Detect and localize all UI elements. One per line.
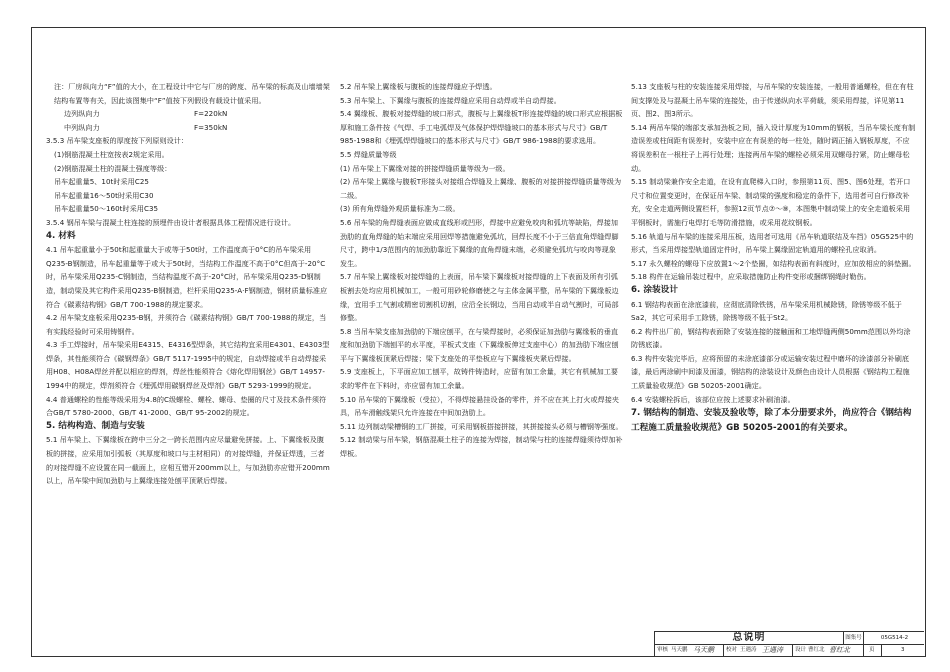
clause-5-12: 5.12 制动梁与吊车梁，钢筋混凝土柱子的连接为焊接，制动梁与柱的连接焊缝须待焊加补焊板。	[340, 435, 623, 459]
text-column-1	[46, 80, 330, 488]
clause-6-4: 6.4 安装螺栓拆后，该部位应按上述要求补刷油漆。	[631, 394, 795, 404]
clause-5-6: 5.6 吊车梁的角焊缝表面应做成直线形或凹形，焊接中应避免咬肉和弧坑等缺陷，焊接加劲肋的直角焊缝的始末端应采用回焊等措施避免弧坑，回焊长度不小于三倍直角焊缝焊脚尺寸，跨中1/3范围内的加劲肋靠近下翼缘的直角焊缝末端，必须避免弧坑与咬肉等现象发生。	[340, 217, 619, 268]
clause-5-5-item: (1) 吊车梁上下翼缘对接的拼接焊缝质量等级为一级。	[340, 163, 510, 173]
check-signature: 王遇涛	[762, 646, 783, 654]
clause-5-15: 5.15 制动梁兼作安全走道，在设有直爬梯入口时，参照第11页、图5、图6处理，若开口尺寸和位置变更时，在保证吊车梁、制动梁的强度和稳定的条件下，选用者可自行修改补充，安全走道两侧设置栏杆，参照12页节点⑦～⑨，本图集中制动梁上的安全走道板采用平钢板时，需施行电焊打毛等防滑措施，或采用花纹钢板。	[631, 177, 911, 227]
clause-5-4: 5.4 翼缘板、腹板对接焊缝的坡口形式，腹板与上翼缘板T形连接焊缝的坡口形式应根据板厚和施工条件按《气焊、手工电弧焊及气体保护焊焊缝坡口的基本形式与尺寸》GB/T 985-1988和《埋弧焊焊缝坡口的基本形式与尺寸》GB/T 986-1988的要求选用。	[340, 109, 623, 146]
clause-3-5-3-item: (2)钢筋混凝土柱的混凝土强度等级：	[54, 163, 172, 173]
check-label: 校对	[726, 647, 738, 653]
clause-3-5-4: 3.5.4 钢吊车梁与混凝土柱连接的预埋件由设计者根据具体工程情况进行设计。	[46, 217, 296, 227]
clause-3-5-3: 3.5.3 吊车梁支座板的厚度按下列原则设计：	[46, 136, 189, 146]
clause-5-9: 5.9 支座板上，下平面应加工刨平，故铸件铸造时，应留有加工余量，其它有机械加工要求的零件在下料时，亦应留有加工余量。	[340, 367, 619, 391]
review-signature: 马天鹏	[693, 646, 714, 654]
clause-3-5-3-item: 吊车起重量5、10t时采用C25	[54, 177, 149, 187]
design-label: 设计	[795, 647, 807, 653]
clause-5-11: 5.11 边列制动梁槽钢的工厂拼接，可采用钢板搭接拼接，其拼接接头必须与槽钢等强度。	[340, 421, 623, 431]
clause-5-14: 5.14 两吊车梁的端部支承加劲板之间，插入设计厚度为10mm的钢板，当吊车梁长度有制造误差或柱间距有误差时，安装中应在有误差的每一柱处，随时调正插入钢板厚度，不应将误差积在一根柱子上再行处理；连接两吊车梁的螺栓必须采用双螺母拧紧，防止螺母松动。	[631, 122, 916, 173]
clause-5-3: 5.3 吊车梁上、下翼缘与腹板的连接焊缝应采用自动焊或半自动焊接。	[340, 95, 561, 105]
clause-6-3: 6.3 构件安装完毕后，应将预留的未涂底漆部分或运输安装过程中磨坏的涂漆部分补刷底漆，最后两涂刷中间漆及面漆，钢结构的涂装设计及颜色由设计人员根据《钢结构工程施工质量验收规范》GB 50205-2001确定。	[631, 353, 910, 391]
text-column-3	[631, 80, 916, 435]
clause-6-1: 6.1 钢结构表面在涂底漆前，应彻底清除铁锈，吊车梁采用机械除锈，除锈等级不低于Sa2，其它可采用手工除锈，除锈等级不低于St2。	[631, 299, 902, 323]
force-value: F=220kN	[194, 109, 228, 119]
clause-5-10: 5.10 吊车梁的下翼缘板（受拉），不得焊接悬挂设备的零件，并不应在其上打火或焊接夹具，吊车滑触线架只允许连接在中间加劲肋上。	[340, 394, 620, 418]
clause-6-2: 6.2 构件出厂前，钢结构表面除了安装连接的接触面和工地焊缝两侧50mm范围以外均涂防锈底漆。	[631, 326, 911, 350]
atlas-label: 图集号	[843, 632, 863, 644]
clause-3-5-3-item: 吊车起重量50～160t时采用C35	[54, 204, 159, 214]
clause-4-2: 4.2 吊车梁支座板采用Q235-B钢，并须符合《碳素结构钢》GB/T 700-1988的规定，当有实践经验时可采用铸钢件。	[46, 313, 327, 336]
force-row-edge	[46, 107, 330, 121]
clause-5-8: 5.8 当吊车梁支座加劲肋的下端应刨平，在与梁焊接时，必须保证加劲肋与翼缘板的垂直度和加劲肋下端刨平的水平度，平板式支座（下翼缘板伸过支座中心）的加劲肋下端应刨平与下翼缘板顶紧后焊接；梁下支座处的平垫板应与下翼缘板夹紧后焊接。	[340, 326, 619, 363]
design-name: 曹红北	[808, 647, 825, 653]
check-name: 王遇涛	[740, 647, 757, 653]
atlas-number: 05G514-2	[863, 632, 925, 644]
force-row-middle	[46, 121, 330, 135]
clause-5-16: 5.16 轨道与吊车梁的连接采用压板，选用者可选用《吊车轨道联结及车挡》05G525中的形式，当采用焊接型轨道固定件时，吊车梁上翼缘固定轨道用的螺栓孔应取消。	[631, 231, 914, 255]
clause-5-5: 5.5 焊缝质量等级	[340, 149, 397, 159]
title-block	[654, 631, 924, 656]
section-heading-materials: 4. 材料	[46, 230, 76, 241]
clause-5-13: 5.13 支座板与柱的安装连接采用焊接，与吊车梁的安装连接，一般用普通螺栓，但在有柱间支撑处及与混凝土吊车梁的连接处，由于传递纵向水平荷载，须采用焊接，详见第11页、图2、图3所示。	[631, 82, 914, 119]
clause-3-5-3-item: (1)钢筋混凝土柱宽按表2规定采用。	[54, 149, 169, 159]
clause-7: 7. 钢结构的制造、安装及验收等，除了本分册要求外，尚应符合《钢结构工程施工质量验收规范》GB 50205-2001的有关要求。	[631, 408, 912, 433]
clause-3-5-3-item: 吊车起重量16～50t时采用C30	[54, 190, 154, 200]
clause-5-18: 5.18 构件在运输吊装过程中，应采取措施防止构件变形或捆绑钢绳时勒伤。	[631, 272, 871, 282]
clause-5-7: 5.7 吊车梁上翼缘板对接焊缝的上表面，吊车梁下翼缘板对接焊缝的上下表面及所有引弧板割去处均应用机械加工，一般可用砂轮修磨使之与主体金属平整，吊车梁的下翼缘板边缘，宜用手工气割或精密切割机切割，应沿全长钢边，当用自动或半自动气割时，可局部修整。	[340, 272, 619, 323]
clause-5-1: 5.1 吊车梁上、下翼缘板在跨中三分之一跨长范围内应尽量避免拼接。上、下翼缘板及腹板的拼接，应采用加引弧板（其厚度和坡口与主材相同）的对接焊缝，并保证焊透，三者的对接焊缝不应设置在同一截面上，应相互错开200mm以上，与加劲肋亦应错开200mm以上，吊车梁中间加劲肋与上翼缘连接处刨平顶紧后焊接。	[46, 435, 330, 486]
clause-4-1: 4.1 吊车起重量小于50t和起重量大于或等于50t时，工作温度高于0°C的吊车梁采用Q235-B钢制造，吊车起重量等于或大于50t时，当结构工作温度不高于0°C但高于-20°C时，吊车梁采用Q235-C钢制造，当结构温度不高于-20°C时，吊车梁采用Q235-D钢制造，制动梁及其它构件采用Q235-B钢制造，栏杆采用Q235-A·F钢制造，钢材质量标准应符合《碳素结构钢》GB/T 700-1988的规定要求。	[46, 245, 328, 309]
text-column-2	[340, 80, 623, 461]
page-number: 3	[901, 647, 905, 653]
page-label: 页	[869, 647, 875, 653]
note-paragraph: 注：厂房纵向力“F”值的大小，在工程设计中它与厂房的跨度、吊车梁的标高及山墙墙架结构布置等有关，因此该图集中“F”值按下列假设有载设计值采用。	[54, 82, 330, 105]
clause-4-4: 4.4 普通螺栓的性能等级采用为4.8的C级螺栓、螺栓、螺母、垫圈的尺寸及技术条件须符合GB/T 5780-2000、GB/T 41-2000、GB/T 95-2002的规定。	[46, 394, 327, 418]
clause-5-17: 5.17 永久螺栓的螺母下应放置1～2个垫圈，如结构表面有斜度时，应加放相应的斜垫圈。	[631, 258, 916, 268]
design-signature: 曹红北	[829, 646, 850, 654]
drawing-title: 总说明	[732, 632, 766, 643]
clause-5-2: 5.2 吊车梁上翼缘板与腹板的连接焊缝应予焊透。	[340, 82, 497, 91]
review-name: 马天鹏	[671, 647, 688, 653]
title-block-row-bottom	[655, 644, 924, 656]
clause-4-3: 4.3 手工焊接时，吊车梁采用E4315、E4316型焊条，其它结构宜采用E4301、E4303型焊条，其性能须符合《碳钢焊条》GB/T 5117-1995中的规定，自动焊接或半自动焊接采用H08、H08A焊丝并配以相应的焊剂，焊丝性能须符合《熔化焊用钢丝》GB/T 14957-1994中的规定，焊剂须符合《埋弧焊用碳钢焊丝及焊剂》GB/T 5293-1999的规定。	[46, 340, 330, 391]
force-label: 边列纵向力	[64, 109, 100, 119]
section-heading-coating: 6. 涂装设计	[631, 284, 678, 295]
section-heading-fabrication: 5. 结构构造、制造与安装	[46, 420, 145, 431]
clause-5-5-item: (3) 所有角焊缝外观质量标准为二级。	[340, 204, 460, 214]
force-label: 中列纵向力	[64, 122, 100, 132]
review-label: 审核	[657, 647, 669, 653]
clause-5-5-item: (2) 吊车梁上翼缘与腹板T形接头对接组合焊缝及上翼缘、腹板的对接拼接焊缝质量等级为二级。	[340, 177, 622, 200]
force-value: F=350kN	[194, 122, 228, 132]
